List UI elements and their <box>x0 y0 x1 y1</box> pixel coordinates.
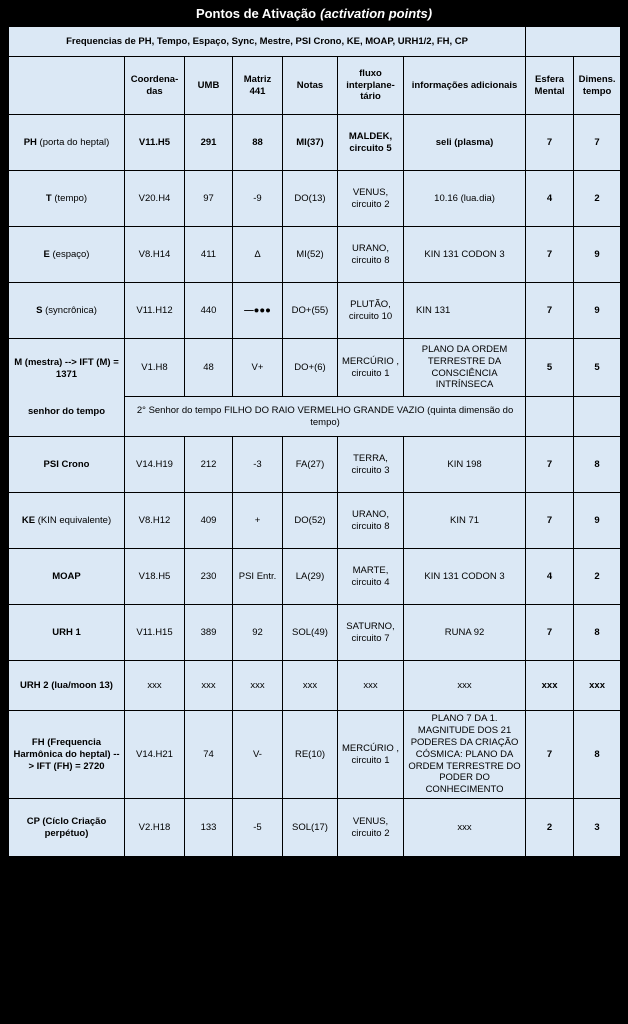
cell-esfera: xxx <box>526 661 574 711</box>
cell-matriz: -9 <box>233 171 283 227</box>
cell-dimens: 9 <box>574 227 621 283</box>
cell-notas: MI(52) <box>283 227 338 283</box>
cell-dimens: 8 <box>574 605 621 661</box>
row-label <box>9 437 125 493</box>
cell-fluxo: PLUTÃO, circuito 10 <box>338 283 404 339</box>
cell-dimens: 7 <box>574 115 621 171</box>
col-header-0 <box>9 57 125 115</box>
cell-notas: DO(52) <box>283 493 338 549</box>
col-header-3: Matriz 441 <box>233 57 283 115</box>
cell-dimens: 9 <box>574 493 621 549</box>
cell-fluxo: URANO, circuito 8 <box>338 493 404 549</box>
table-row <box>9 549 621 605</box>
row-label <box>9 799 125 857</box>
cell-notas: DO(13) <box>283 171 338 227</box>
row-label-bold: FH (Frequencia Harmônica do heptal) --> IFT (FH) = 2720 <box>13 736 120 772</box>
cell-matriz: -5 <box>233 799 283 857</box>
cell-coord: V14.H21 <box>125 711 185 799</box>
row-label-sub: senhor do tempo <box>27 406 106 418</box>
cell-umb: 389 <box>185 605 233 661</box>
cell-coord: V11.H12 <box>125 283 185 339</box>
cell-fluxo: URANO, circuito 8 <box>338 227 404 283</box>
row-label <box>9 339 125 437</box>
cell-dimens: 8 <box>574 711 621 799</box>
cell-info: PLANO DA ORDEM TERRESTRE DA CONSCIÊNCIA INTRÍNSECA <box>404 339 526 397</box>
table-row <box>9 171 621 227</box>
col-header-6: informações adicionais <box>404 57 526 115</box>
cell-fluxo: VENUS, circuito 2 <box>338 171 404 227</box>
cell-matriz: PSI Entr. <box>233 549 283 605</box>
row-label <box>9 549 125 605</box>
table-row <box>9 115 621 171</box>
page-title-sub: (activation points) <box>320 5 433 21</box>
cell-info: KIN 131 CODON 3 <box>404 549 526 605</box>
cell-info: 10.16 (lua.dia) <box>404 171 526 227</box>
row-label-rest: (syncrônica) <box>42 304 97 316</box>
row-label <box>9 711 125 799</box>
cell-fluxo: xxx <box>338 661 404 711</box>
row-label-bold: PH <box>23 136 37 148</box>
cell-info: RUNA 92 <box>404 605 526 661</box>
cell-esfera: 7 <box>526 283 574 339</box>
row-label <box>9 171 125 227</box>
cell-umb: 97 <box>185 171 233 227</box>
cell-coord: V18.H5 <box>125 549 185 605</box>
cell-notas: DO+(55) <box>283 283 338 339</box>
cell-matriz: —●●● <box>233 283 283 339</box>
cell-dimens: 5 <box>574 339 621 397</box>
table-row <box>9 283 621 339</box>
cell-info: KIN 71 <box>404 493 526 549</box>
row-label <box>9 227 125 283</box>
table-row <box>9 339 621 397</box>
row-label-rest: (porta do heptal) <box>36 136 110 148</box>
cell-esfera: 7 <box>526 711 574 799</box>
cell-merge-note: 2° Senhor do tempo FILHO DO RAIO VERMELHO GRANDE VAZIO (quinta dimensão do tempo) <box>125 397 526 437</box>
row-label <box>9 283 125 339</box>
cell-coord: V11.H5 <box>125 115 185 171</box>
row-label-bold: S <box>36 304 43 316</box>
table-row <box>9 493 621 549</box>
cell-matriz: V- <box>233 711 283 799</box>
table-row <box>9 711 621 799</box>
cell-esfera: 7 <box>526 227 574 283</box>
row-label-bold: PSI Crono <box>43 458 90 470</box>
row-label <box>9 661 125 711</box>
cell-matriz: -3 <box>233 437 283 493</box>
note-blue-esfera <box>526 397 574 437</box>
row-label-bold: KE <box>21 514 36 526</box>
note-blue-dimens <box>574 397 621 437</box>
cell-umb: 74 <box>185 711 233 799</box>
cell-umb: 291 <box>185 115 233 171</box>
cell-info: xxx <box>404 799 526 857</box>
cell-fluxo: MERCÚRIO , circuito 1 <box>338 711 404 799</box>
banner-blue-cell <box>526 27 621 57</box>
cell-matriz: Δ <box>233 227 283 283</box>
cell-fluxo: SATURNO, circuito 7 <box>338 605 404 661</box>
banner-text: Frequencias de PH, Tempo, Espaço, Sync, Mestre, PSI Crono, KE, MOAP, URH1/2, FH, CP <box>9 27 526 57</box>
row-label-rest: (KIN equivalente) <box>35 514 112 526</box>
cell-fluxo: VENUS, circuito 2 <box>338 799 404 857</box>
cell-dimens: 8 <box>574 437 621 493</box>
col-header-4: Notas <box>283 57 338 115</box>
row-label <box>9 115 125 171</box>
cell-matriz: 92 <box>233 605 283 661</box>
row-label-rest: (tempo) <box>51 192 88 204</box>
cell-fluxo: MARTE, circuito 4 <box>338 549 404 605</box>
cell-esfera: 7 <box>526 437 574 493</box>
cell-info: seli (plasma) <box>404 115 526 171</box>
cell-notas: xxx <box>283 661 338 711</box>
cell-umb: 440 <box>185 283 233 339</box>
col-header-7: Esfera Mental <box>526 57 574 115</box>
cell-umb: 230 <box>185 549 233 605</box>
table-row <box>9 799 621 857</box>
cell-notas: SOL(17) <box>283 799 338 857</box>
table-row <box>9 661 621 711</box>
cell-info: KIN 131 <box>404 283 526 339</box>
cell-dimens: 3 <box>574 799 621 857</box>
cell-umb: 133 <box>185 799 233 857</box>
row-label-bold: CP (Cíclo Criação perpétuo) <box>26 815 107 839</box>
row-label-bold: E <box>43 248 50 260</box>
row-label-bold: MOAP <box>52 570 81 582</box>
row-label-bold: URH 2 (lua/moon 13) <box>20 679 113 691</box>
cell-fluxo: MALDEK, circuito 5 <box>338 115 404 171</box>
cell-notas: RE(10) <box>283 711 338 799</box>
cell-coord: V14.H19 <box>125 437 185 493</box>
cell-info: KIN 131 CODON 3 <box>404 227 526 283</box>
cell-matriz: 88 <box>233 115 283 171</box>
row-label <box>9 493 125 549</box>
col-header-5: fluxo interplane-tário <box>338 57 404 115</box>
row-label-rest: (espaço) <box>49 248 90 260</box>
cell-umb: 212 <box>185 437 233 493</box>
table-row <box>9 605 621 661</box>
col-header-8: Dimens. tempo <box>574 57 621 115</box>
cell-matriz: + <box>233 493 283 549</box>
activation-points-table <box>8 26 620 1018</box>
cell-fluxo: TERRA, circuito 3 <box>338 437 404 493</box>
cell-esfera: 2 <box>526 799 574 857</box>
cell-notas: MI(37) <box>283 115 338 171</box>
cell-umb: 48 <box>185 339 233 397</box>
cell-coord: xxx <box>125 661 185 711</box>
col-header-1: Coordena-das <box>125 57 185 115</box>
row-label-bold: T <box>45 192 52 204</box>
cell-coord: V2.H18 <box>125 799 185 857</box>
cell-esfera: 7 <box>526 605 574 661</box>
cell-coord: V1.H8 <box>125 339 185 397</box>
cell-info: KIN 198 <box>404 437 526 493</box>
table-row <box>9 227 621 283</box>
cell-esfera: 4 <box>526 171 574 227</box>
row-label <box>9 605 125 661</box>
cell-coord: V8.H14 <box>125 227 185 283</box>
cell-umb: 411 <box>185 227 233 283</box>
table-row-banner <box>9 27 621 57</box>
cell-notas: SOL(49) <box>283 605 338 661</box>
table-row <box>9 437 621 493</box>
cell-notas: LA(29) <box>283 549 338 605</box>
data-table <box>8 26 621 857</box>
cell-notas: DO+(6) <box>283 339 338 397</box>
cell-info: xxx <box>404 661 526 711</box>
cell-coord: V8.H12 <box>125 493 185 549</box>
page-title-main: Pontos de Ativação <box>195 5 317 21</box>
cell-coord: V11.H15 <box>125 605 185 661</box>
row-label-bold: M (mestra) --> IFT (M) = 1371 <box>14 356 119 380</box>
cell-dimens: 9 <box>574 283 621 339</box>
cell-dimens: xxx <box>574 661 621 711</box>
cell-esfera: 7 <box>526 493 574 549</box>
table-header-row <box>9 57 621 115</box>
cell-esfera: 7 <box>526 115 574 171</box>
page-title <box>0 0 628 26</box>
cell-notas: FA(27) <box>283 437 338 493</box>
cell-dimens: 2 <box>574 549 621 605</box>
cell-esfera: 5 <box>526 339 574 397</box>
cell-umb: xxx <box>185 661 233 711</box>
cell-umb: 409 <box>185 493 233 549</box>
cell-coord: V20.H4 <box>125 171 185 227</box>
row-label-bold: URH 1 <box>52 626 81 638</box>
cell-fluxo: MERCÚRIO , circuito 1 <box>338 339 404 397</box>
col-header-2: UMB <box>185 57 233 115</box>
cell-info: PLANO 7 DA 1. MAGNITUDE DOS 21 PODERES DA CRIAÇÃO CÓSMICA: PLANO DA ORDEM TERRESTRE DO PODER DO CONHECIMENTO <box>404 711 526 799</box>
cell-matriz: V+ <box>233 339 283 397</box>
cell-dimens: 2 <box>574 171 621 227</box>
cell-matriz: xxx <box>233 661 283 711</box>
cell-esfera: 4 <box>526 549 574 605</box>
